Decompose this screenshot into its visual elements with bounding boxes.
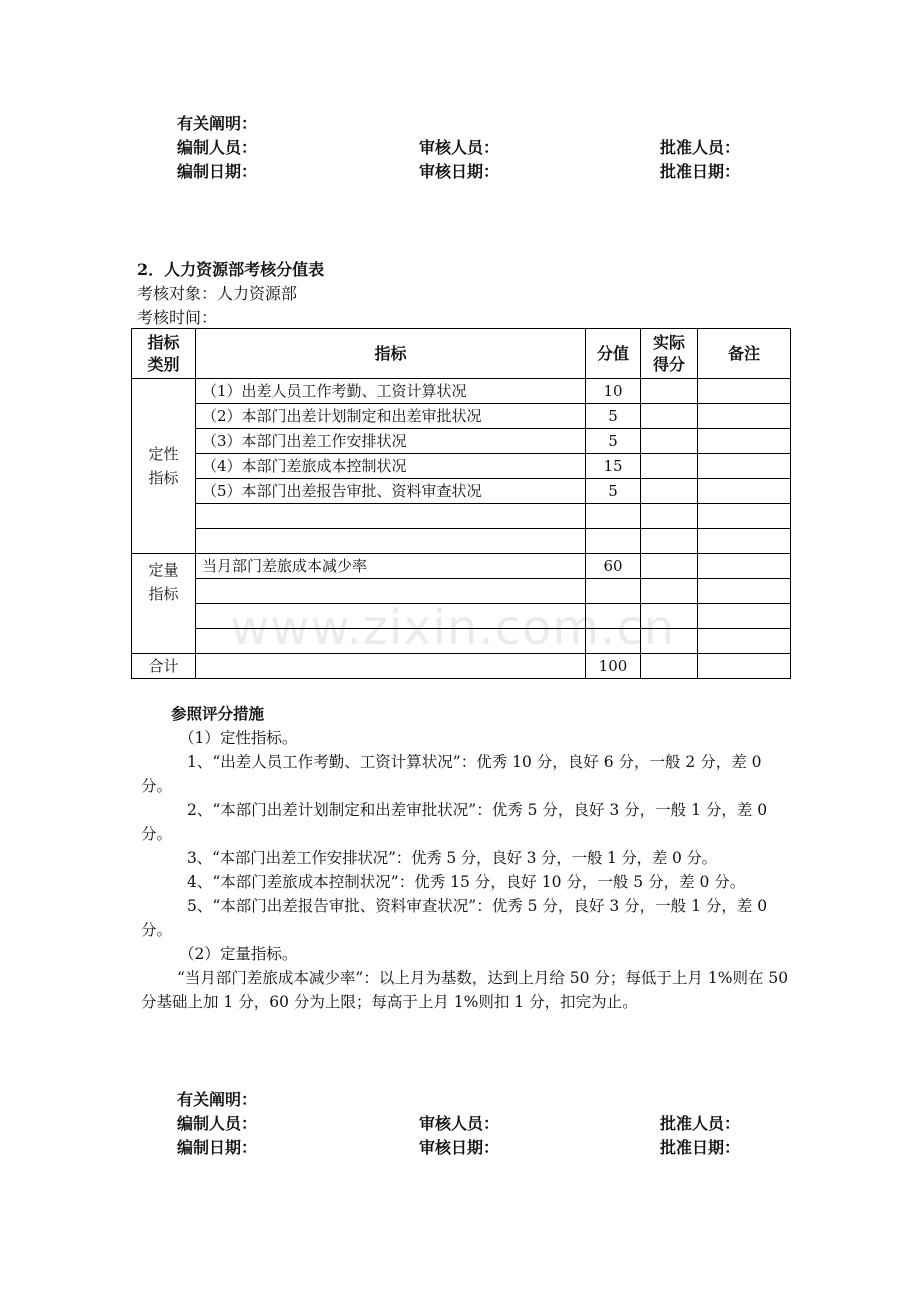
table-row: [132, 504, 791, 529]
review-date-label: 审核日期：: [419, 1138, 500, 1157]
header-score: 分值: [586, 329, 641, 379]
preparer-label: 编制人员：: [177, 1114, 258, 1133]
approver-label: 批准人员：: [660, 1114, 741, 1133]
actual-score-cell: [641, 529, 698, 554]
indicator-cell: [196, 504, 586, 529]
remark-cell: [698, 404, 791, 429]
score-cell: 15: [586, 454, 641, 479]
quantitative-rule: “当月部门差旅成本减少率”：以上月为基数，达到上月给 50 分；每低于上月 1%则在 50 分基础上加 1 分，60 分为上限；每高于上月 1%则扣 1 分，扣完为止。: [141, 969, 789, 1011]
total-remark-cell: [698, 654, 791, 679]
actual-score-cell: [641, 479, 698, 504]
indicator-cell: （3）本部门出差工作安排状况: [196, 429, 586, 454]
header-category: 指标 类别: [132, 329, 196, 379]
actual-score-cell: [641, 454, 698, 479]
indicator-cell: （2）本部门出差计划制定和出差审批状况: [196, 404, 586, 429]
score-cell: [586, 529, 641, 554]
remark-cell: [698, 379, 791, 404]
score-cell: [586, 504, 641, 529]
prepare-date-label: 编制日期：: [177, 1138, 258, 1157]
section-title: 2．人力资源部考核分值表: [137, 260, 325, 279]
table-header-row: [132, 329, 791, 379]
assessment-target: 考核对象：人力资源部: [137, 284, 298, 303]
remark-cell: [698, 629, 791, 654]
total-label: 合计: [132, 654, 196, 679]
approver-label: 批准人员：: [660, 138, 741, 157]
table-row: [132, 529, 791, 554]
total-indicator-cell: [196, 654, 586, 679]
header-remark: 备注: [698, 329, 791, 379]
indicator-cell: （4）本部门差旅成本控制状况: [196, 454, 586, 479]
table-row: [132, 554, 791, 579]
table-row: [132, 479, 791, 504]
actual-score-cell: [641, 504, 698, 529]
table-row: [132, 429, 791, 454]
header-actual-score: 实际 得分: [641, 329, 698, 379]
approve-date-label: 批准日期：: [660, 162, 741, 181]
actual-score-cell: [641, 404, 698, 429]
total-score: 100: [586, 654, 641, 679]
qualitative-category: 定性 指标: [132, 379, 196, 554]
prepare-date-label: 编制日期：: [177, 162, 258, 181]
rule-item-1: 1、“出差人员工作考勤、工资计算状况”：优秀 10 分，良好 6 分，一般 2 分，差 0 分。: [141, 753, 762, 795]
remark-cell: [698, 554, 791, 579]
scoring-notes: [141, 702, 791, 1014]
actual-score-cell: [641, 379, 698, 404]
review-date-label: 审核日期：: [419, 162, 500, 181]
score-cell: 5: [586, 429, 641, 454]
remark-cell: [698, 479, 791, 504]
score-cell: 5: [586, 404, 641, 429]
table-row: [132, 379, 791, 404]
remark-cell: [698, 429, 791, 454]
assessment-time: 考核时间：: [137, 308, 218, 327]
quantitative-heading: （2）定量指标。: [179, 945, 298, 963]
remark-cell: [698, 604, 791, 629]
remark-cell: [698, 504, 791, 529]
header-indicator: 指标: [196, 329, 586, 379]
quantitative-category: 定量 指标: [132, 554, 196, 654]
indicator-cell: （1）出差人员工作考勤、工资计算状况: [196, 379, 586, 404]
approve-date-label: 批准日期：: [660, 1138, 741, 1157]
remark-cell: [698, 579, 791, 604]
notes-label: 有关阐明：: [177, 1090, 258, 1109]
score-cell: 5: [586, 479, 641, 504]
indicator-cell: （5）本部门出差报告审批、资料审查状况: [196, 479, 586, 504]
table-row: [132, 404, 791, 429]
reviewer-label: 审核人员：: [419, 138, 500, 157]
score-cell: 60: [586, 554, 641, 579]
preparer-label: 编制人员：: [177, 138, 258, 157]
indicator-cell: [196, 529, 586, 554]
scoring-heading: 参照评分措施: [171, 704, 265, 723]
qualitative-heading: （1）定性指标。: [179, 729, 298, 747]
remark-cell: [698, 529, 791, 554]
rule-item-4: 4、“本部门差旅成本控制状况”：优秀 15 分，良好 10 分，一般 5 分，差 0 分。: [187, 873, 746, 891]
watermark: www.zixin.com.cn: [230, 600, 676, 656]
bottom-signature-block: [177, 1088, 797, 1160]
indicator-cell: 当月部门差旅成本减少率: [196, 554, 586, 579]
total-row: [132, 654, 791, 679]
notes-label: 有关阐明：: [177, 114, 258, 133]
rule-item-5: 5、“本部门出差报告审批、资料审查状况”：优秀 5 分，良好 3 分，一般 1 分，差 0 分。: [141, 897, 768, 939]
rule-item-2: 2、“本部门出差计划制定和出差审批状况”：优秀 5 分，良好 3 分，一般 1 分，差 0 分。: [141, 801, 768, 843]
total-actual-cell: [641, 654, 698, 679]
actual-score-cell: [641, 554, 698, 579]
reviewer-label: 审核人员：: [419, 1114, 500, 1133]
score-cell: 10: [586, 379, 641, 404]
actual-score-cell: [641, 429, 698, 454]
table-row: [132, 454, 791, 479]
rule-item-3: 3、“本部门出差工作安排状况”：优秀 5 分，良好 3 分，一般 1 分，差 0 分。: [187, 849, 717, 867]
top-signature-block: [177, 112, 797, 184]
remark-cell: [698, 454, 791, 479]
